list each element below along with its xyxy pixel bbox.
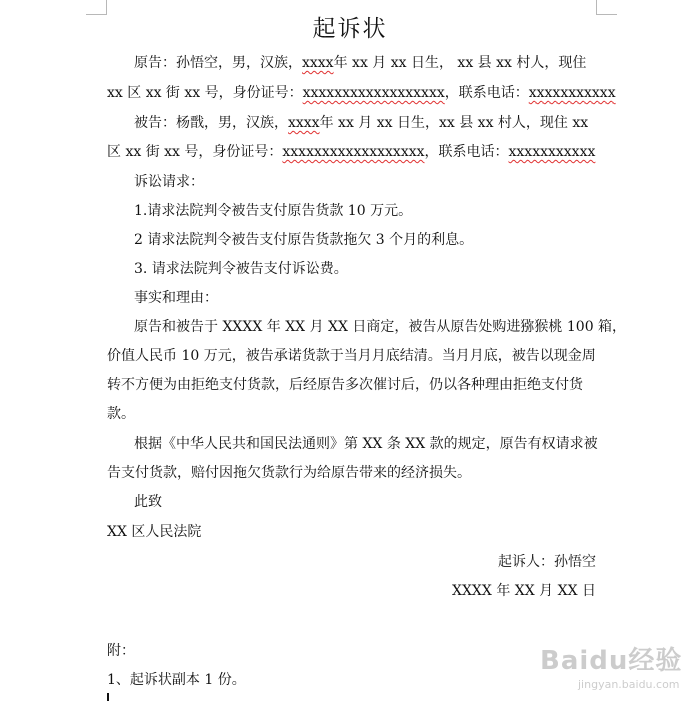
plaintiff-phone-label: ，联系电话： [444, 85, 529, 101]
plaintiff-phone: xxxxxxxxxxx [528, 85, 616, 101]
claim-3: 3. 请求法院判令被告支付诉讼费。 [134, 261, 348, 277]
defendant-birth-year: xxxx [288, 115, 320, 131]
facts-line-1: 原告和被告于 XXXX 年 XX 月 XX 日商定，被告从原告处购进猕猴桃 100 箱， [134, 319, 627, 335]
watermark-logo: Baidu经验 [540, 646, 683, 676]
defendant-birth-rest: 年 xx 月 xx 日生，xx 县 xx 村人，现住 xx [319, 115, 589, 131]
defendant-line-1 [134, 113, 588, 133]
plaintiff-birth-year: xxxx [302, 55, 334, 71]
attachment-item-1: 1、起诉状副本 1 份。 [107, 672, 246, 688]
plaintiff-line-2 [107, 83, 616, 103]
facts-line-2: 价值人民币 10 万元，被告承诺货款于当月月底结清。当月月底，被告以现金周 [107, 348, 596, 364]
text-cursor [107, 693, 109, 701]
defendant-id-number: xxxxxxxxxxxxxxxxxx [282, 144, 425, 160]
plaintiff-id-number: xxxxxxxxxxxxxxxxxx [302, 85, 445, 101]
facts-line-3: 转不方便为由拒绝支付货款，后经原告多次催讨后，仍以各种理由拒绝支付货 [107, 377, 583, 393]
claims-heading: 诉讼请求： [134, 174, 204, 190]
defendant-name-text: 被告：杨戬，男，汉族， [134, 115, 288, 131]
basis-line-2: 告支付货款，赔付因拖欠货款行为给原告带来的经济损失。 [107, 465, 471, 481]
document-title: 起诉状 [312, 16, 388, 42]
claim-2: 2 请求法院判令被告支付原告货款拖欠 3 个月的利息。 [134, 232, 474, 248]
defendant-line-2 [107, 142, 595, 162]
basis-line-1: 根据《中华人民共和国民法通则》第 XX 条 XX 款的规定，原告有权请求被 [134, 436, 598, 452]
closing-text: 此致 [134, 494, 162, 510]
baidu-watermark [540, 640, 690, 698]
plaintiff-line-1 [134, 53, 586, 73]
plaintiff-name-text: 原告：孙悟空，男，汉族， [134, 55, 302, 71]
court-name: XX 区人民法院 [107, 524, 202, 540]
claim-1: 1.请求法院判令被告支付原告货款 10 万元。 [134, 203, 413, 219]
facts-heading: 事实和理由： [134, 290, 218, 306]
defendant-phone-label: ，联系电话： [424, 144, 509, 160]
watermark-url: jingyan.baidu.com [578, 678, 680, 691]
signing-date: XXXX 年 XX 月 XX 日 [452, 583, 596, 599]
signer: 起诉人：孙悟空 [498, 554, 596, 570]
plaintiff-address: xx 区 xx 街 xx 号，身份证号： [107, 85, 303, 101]
facts-line-4: 款。 [107, 406, 135, 422]
attachment-heading: 附： [107, 643, 135, 659]
plaintiff-birth-rest: 年 xx 月 xx 日生， xx 县 xx 村人，现住 [333, 55, 587, 71]
defendant-phone: xxxxxxxxxxx [508, 144, 596, 160]
defendant-address: 区 xx 街 xx 号，身份证号： [107, 144, 283, 160]
